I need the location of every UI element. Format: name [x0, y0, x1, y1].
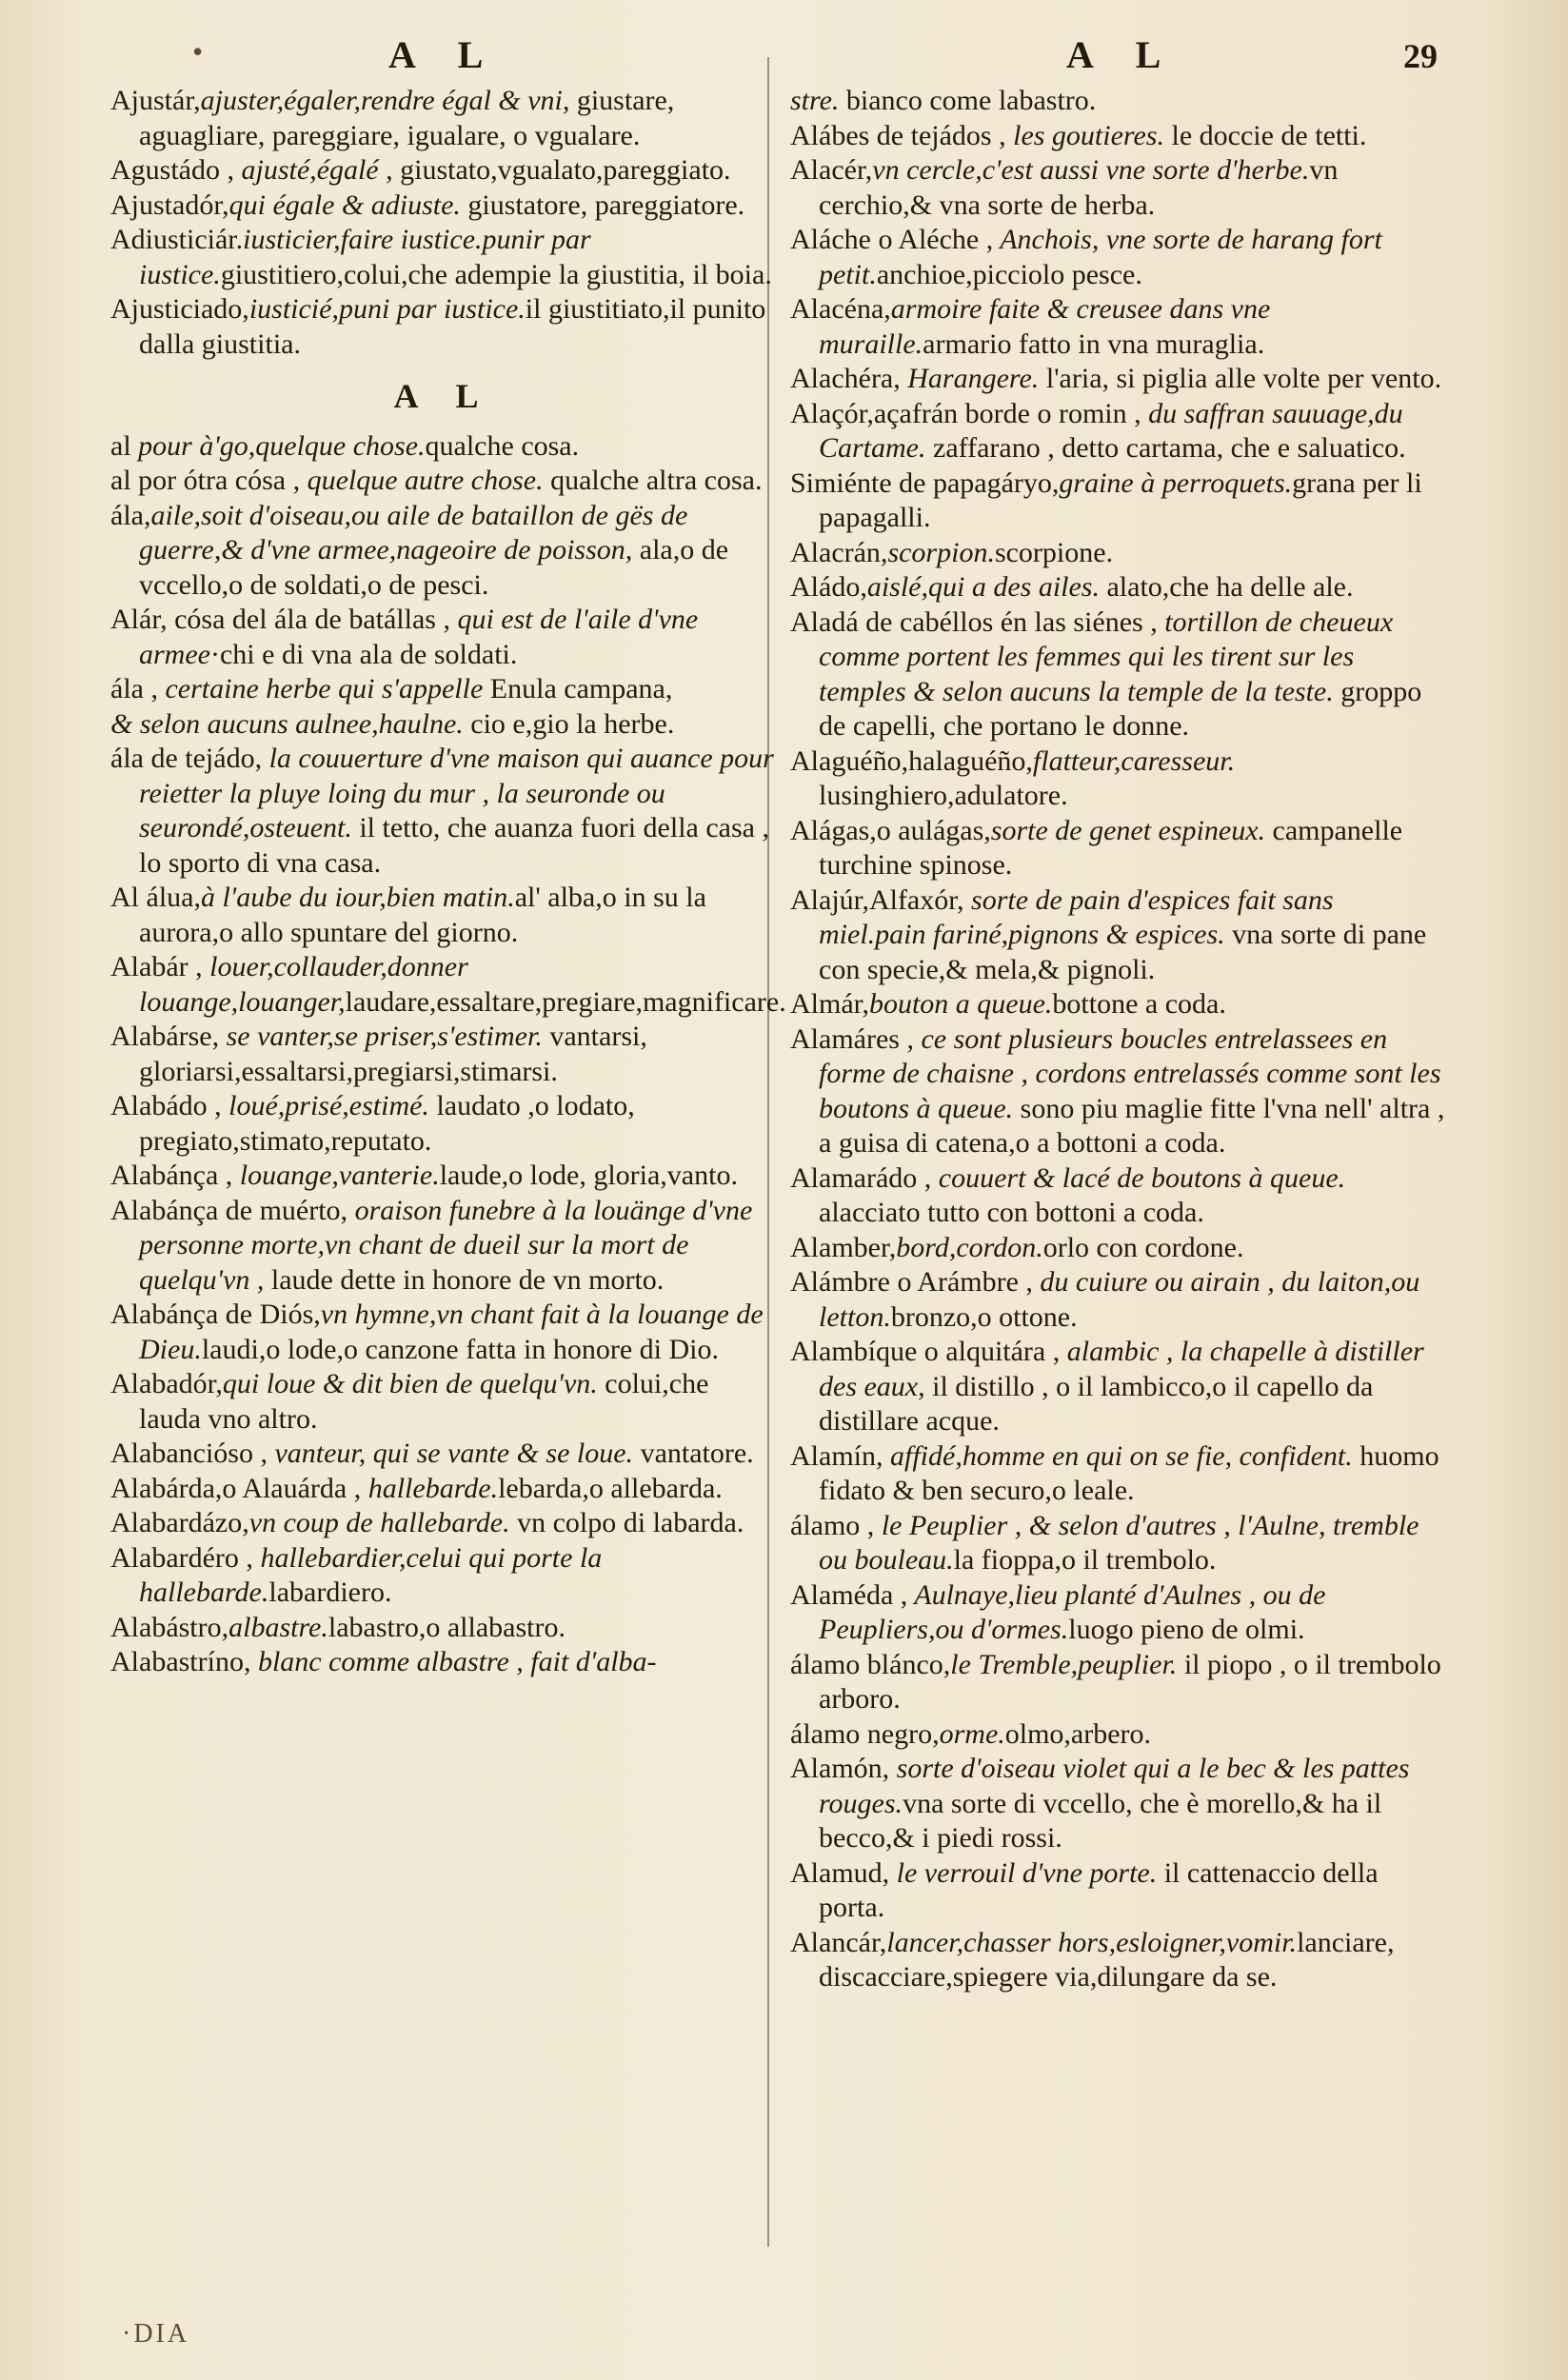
french-gloss: hallebardier,celui qui porte la hallebarde.	[139, 1541, 603, 1608]
headword: Al álua,	[110, 882, 201, 913]
french-gloss: du cuiure ou airain , du laiton,ou letton.	[819, 1266, 1420, 1333]
headword: Alabastríno,	[110, 1646, 251, 1677]
headword: Alabár ,	[110, 951, 203, 982]
running-head-left: A L	[388, 33, 501, 76]
dictionary-entry	[110, 1437, 777, 1472]
french-gloss: vanteur, qui se vante & se loue.	[267, 1438, 634, 1469]
french-gloss: louange,vanterie.	[232, 1160, 440, 1191]
italian-gloss: anchioe,picciolo pesce.	[876, 258, 1142, 290]
french-gloss: qui égale & adiuste.	[228, 188, 461, 221]
french-gloss: le verrouil d'vne porte.	[889, 1856, 1158, 1889]
headword: al por ótra cósa ,	[110, 465, 301, 496]
dictionary-entry	[790, 1265, 1447, 1335]
signature-mark: ·DIA	[122, 2319, 190, 2349]
italian-gloss: cio e,gio la herbe.	[463, 707, 675, 740]
french-gloss: qui est de l'aile d'vne armee	[139, 604, 699, 670]
french-gloss: flatteur,caresseur.	[1032, 744, 1236, 777]
dictionary-entry	[110, 499, 777, 604]
french-gloss: oraison funebre à la louänge d'vne personne morte,vn chant de dueil sur la mort de quelqu'vn ,	[139, 1194, 753, 1296]
french-gloss: les goutieres.	[1005, 119, 1164, 151]
dictionary-entry	[110, 84, 777, 153]
dictionary-entry	[110, 1645, 777, 1680]
headword: Alábes de tejádos ,	[790, 119, 1006, 151]
headword: Alabánça ,	[110, 1160, 233, 1191]
headword: Alabardázo,	[110, 1507, 249, 1538]
headword: Almár,	[790, 988, 869, 1020]
italian-gloss: zaffarano , detto cartama, che e saluatico.	[925, 432, 1406, 464]
italian-gloss: giustatore, pareggiatore.	[460, 188, 745, 221]
french-gloss: orme.	[939, 1717, 1005, 1750]
french-gloss: hallebarde.	[361, 1472, 499, 1504]
italian-gloss: olmo,arbero.	[1004, 1717, 1152, 1750]
dictionary-entry	[790, 814, 1447, 883]
dictionary-entry	[110, 292, 777, 362]
italian-gloss: laude,o lode, gloria,vanto.	[439, 1160, 738, 1191]
french-gloss: stre.	[790, 85, 840, 116]
headword: Agustádo ,	[110, 154, 234, 186]
headword: ála,	[110, 499, 151, 531]
italian-gloss: laudare,essaltare,pregiare,magnificare.	[345, 985, 786, 1018]
french-gloss: la couuerture d'vne maison qui auance pour reietter la pluye loing du mur , la seuronde ou seurondé,osteuent.	[139, 743, 774, 843]
italian-gloss: colui,che lauda vno altro.	[139, 1368, 709, 1435]
dictionary-entry	[790, 987, 1447, 1022]
french-gloss: & selon aucuns aulnee,haulne.	[110, 707, 464, 740]
dictionary-entry	[110, 881, 777, 950]
french-gloss: se vanter,se priser,s'estimer.	[219, 1021, 543, 1052]
headword: Alacér,	[790, 154, 873, 186]
dictionary-entry	[790, 292, 1447, 362]
dictionary-entry	[110, 1541, 777, 1611]
dictionary-entry	[790, 570, 1447, 605]
dictionary-entry	[790, 84, 1447, 119]
french-gloss: sorte de pain d'espices fait sans miel.pain fariné,pignons & espices.	[819, 883, 1334, 950]
dictionary-entry	[790, 536, 1447, 571]
italian-gloss: vantatore.	[633, 1438, 754, 1469]
italian-gloss: grana per li papagalli.	[819, 466, 1422, 533]
french-gloss: iusticié,puni par iustice.	[248, 293, 526, 325]
italian-gloss: groppo de capelli, che portano le donne.	[819, 675, 1422, 742]
french-gloss: bouton a queue.	[868, 988, 1053, 1020]
italian-gloss: il cattenaccio della porta.	[819, 1856, 1379, 1923]
italian-gloss: vn cerchio,& vna sorte de herba.	[819, 154, 1339, 221]
italian-gloss: alacciato tutto con bottoni a coda.	[819, 1197, 1204, 1228]
italian-gloss: giustato,vgualato,pareggiato.	[392, 154, 731, 186]
ink-dot: •	[192, 34, 204, 69]
dictionary-entry	[110, 464, 777, 499]
italian-gloss: luogo pieno de olmi.	[1068, 1614, 1305, 1645]
headword: Alágas,o aulágas,	[790, 814, 991, 846]
headword: Alancár,	[790, 1926, 887, 1958]
dictionary-entry	[790, 153, 1447, 223]
italian-gloss: la fioppa,o il trembolo.	[953, 1544, 1217, 1576]
dictionary-entry	[790, 466, 1447, 536]
dictionary-entry	[790, 1335, 1447, 1439]
french-gloss: loué,prisé,estimé.	[221, 1090, 429, 1121]
headword: Alabádo ,	[110, 1090, 222, 1121]
french-gloss: à l'aube du iour,bien matin.	[200, 882, 515, 913]
italian-gloss: giustitiero,colui,che adempie la giustitia, il boia.	[220, 258, 772, 290]
dictionary-entry	[110, 672, 777, 707]
left-entries-b	[110, 429, 786, 1680]
french-gloss: tortillon de cheueux comme portent les femmes qui les tirent sur les temples & selon aucuns la temple de la teste.	[819, 605, 1394, 707]
dictionary-entry	[110, 1506, 777, 1541]
italian-gloss: qualche altra cosa.	[543, 465, 763, 496]
headword: Alámbre o Arámbre ,	[790, 1266, 1033, 1298]
running-head-right: A L	[1066, 33, 1179, 76]
dictionary-entry	[110, 742, 777, 881]
headword: Alambíque o alquitára ,	[790, 1336, 1061, 1367]
italian-gloss: vn colpo di labarda.	[509, 1507, 744, 1538]
headword: Alacéna,	[790, 293, 891, 325]
french-gloss: louer,collauder,donner louange,louanger,	[139, 951, 468, 1018]
dictionary-entry	[790, 1439, 1447, 1509]
italian-gloss: ·chi e di vna ala de soldati.	[209, 638, 518, 670]
italian-gloss: vna sorte di pane con specie,& mela,& pignoli.	[819, 919, 1427, 985]
right-column	[790, 84, 1447, 1995]
french-gloss: scorpion.	[887, 536, 995, 568]
french-gloss: alambic , la chapelle à distiller des eaux,	[819, 1336, 1424, 1402]
dictionary-entry	[790, 1022, 1447, 1161]
headword: Alabancióso ,	[110, 1438, 268, 1469]
headword: Alabánça de Diós,	[110, 1299, 321, 1330]
dictionary-entry	[110, 1298, 777, 1367]
french-gloss: qui loue & dit bien de quelqu'vn.	[222, 1368, 598, 1399]
french-gloss: aile,soit d'oiseau,ou aile de bataillon de gës de guerre,& d'vne armee,nageoire de poisson,	[139, 499, 688, 565]
dictionary-entry	[110, 1089, 777, 1159]
italian-gloss: sono piu maglie fitte l'vna nell' altra , a guisa di catena,o a bottoni a coda.	[819, 1092, 1445, 1159]
french-gloss: quelque autre chose.	[300, 465, 544, 496]
french-gloss: aislé,qui a des ailes.	[866, 571, 1100, 603]
french-gloss: graine à perroquets.	[1059, 466, 1293, 499]
italian-gloss: il tetto, che auanza fuori della casa , lo sporto di vna casa.	[139, 812, 769, 879]
headword: Alachéra,	[790, 363, 908, 394]
headword: Alamáres ,	[790, 1022, 914, 1055]
dictionary-entry	[790, 397, 1447, 466]
french-gloss: ajusté,égalé ,	[234, 154, 393, 186]
headword: Alamud,	[790, 1856, 890, 1889]
left-entries-a	[110, 84, 777, 362]
italian-gloss: al' alba,o in su la aurora,o allo spuntare del giorno.	[139, 882, 706, 948]
headword: Simiénte de papagáryo,	[790, 466, 1060, 499]
french-gloss: armoire faite & creusee dans vne muraille.	[819, 293, 1271, 360]
italian-gloss: lanciare, discacciare,spiegere via,dilungare da se.	[819, 1926, 1395, 1993]
headword: Ajusticiado,	[110, 293, 249, 325]
italian-gloss: alato,che ha delle ale.	[1099, 571, 1354, 603]
dictionary-entry	[790, 605, 1447, 744]
headword: al	[110, 429, 139, 462]
right-entries	[790, 84, 1447, 1995]
headword: Alabástro,	[110, 1611, 229, 1643]
left-column	[110, 84, 786, 1680]
italian-gloss: l'aria, si piglia alle volte per vento.	[1039, 363, 1442, 394]
dictionary-entry	[790, 1231, 1447, 1266]
dictionary-entry	[110, 950, 786, 1020]
italian-gloss: il piopo , o il trembolo arboro.	[819, 1648, 1441, 1715]
french-gloss: le Peuplier , & selon d'autres , l'Aulne, tremble ou bouleau.	[819, 1509, 1419, 1576]
french-gloss: ajuster,égaler,rendre égal & vni,	[200, 85, 570, 116]
headword: Alaçór,açafrán borde o romin ,	[790, 397, 1141, 429]
french-gloss: Harangere.	[907, 363, 1040, 394]
italian-gloss: lebarda,o allebarda.	[498, 1472, 723, 1504]
headword: ála de tejádo,	[110, 743, 263, 774]
dictionary-entry	[110, 1194, 777, 1299]
french-gloss: albastre.	[228, 1611, 328, 1643]
dictionary-entry	[790, 744, 1447, 814]
page-number: 29	[1403, 37, 1438, 75]
italian-gloss: laudato ,o lodato, pregiato,stimato,reputato.	[139, 1090, 635, 1157]
dictionary-entry	[790, 1509, 1447, 1578]
french-gloss: vn hymne,vn chant fait à la louange de Dieu.	[139, 1299, 764, 1365]
dictionary-entry	[110, 1159, 777, 1194]
french-gloss: sorte de genet espineux.	[990, 814, 1266, 846]
dictionary-entry	[110, 1472, 777, 1507]
dictionary-entry	[110, 1367, 777, 1437]
headword: Alár, cósa del ála de batállas ,	[110, 604, 450, 635]
french-gloss: iusticier,faire iustice.punir par iustice.	[139, 224, 591, 290]
italian-gloss: vna sorte di vccello, che è morello,& ha il becco,& i piedi rossi.	[819, 1787, 1382, 1854]
headword: Ajustár,	[110, 85, 201, 116]
italian-gloss: lusinghiero,adulatore.	[819, 780, 1068, 811]
dictionary-entry	[790, 119, 1447, 154]
headword: Alabadór,	[110, 1368, 223, 1399]
dictionary-entry	[110, 153, 777, 188]
italian-gloss: armario fatto in vna muraglia.	[923, 327, 1265, 360]
french-gloss: bord,cordon.	[896, 1231, 1043, 1263]
headword: álamo negro,	[790, 1717, 940, 1750]
headword: ála ,	[110, 673, 158, 704]
dictionary-entry	[110, 603, 777, 672]
headword: Ajustadór,	[110, 188, 229, 221]
headword: Aládo,	[790, 571, 867, 603]
italian-gloss: laudi,o lode,o canzone fatta in honore di Dio.	[201, 1333, 719, 1365]
headword: Alamarádo ,	[790, 1161, 932, 1194]
french-gloss: affidé,homme en qui on se fie, confident.	[883, 1439, 1353, 1472]
italian-gloss: qualche cosa.	[425, 429, 580, 462]
headword: Alamber,	[790, 1231, 897, 1263]
headword: Aláche o Aléche ,	[790, 224, 994, 255]
italian-gloss: labastro,o allabastro.	[327, 1611, 566, 1643]
dictionary-entry	[110, 223, 777, 292]
italian-gloss: vantarsi, gloriarsi,essaltarsi,pregiarsi,stimarsi.	[139, 1021, 647, 1087]
french-gloss: vn coup de hallebarde.	[248, 1507, 510, 1538]
dictionary-entry	[790, 1161, 1447, 1231]
french-gloss: du saffran sauuage,du Cartame.	[819, 397, 1403, 464]
french-gloss: vn cercle,c'est aussi vne sorte d'herbe.	[872, 154, 1310, 186]
italian-gloss: ala,o de vccello,o de soldati,o de pesci.	[139, 534, 729, 601]
italian-gloss: huomo fidato & ben securo,o leale.	[819, 1439, 1439, 1506]
dictionary-entry	[110, 429, 777, 465]
italian-gloss: scorpione.	[994, 536, 1114, 568]
dictionary-entry	[790, 883, 1447, 988]
italian-gloss: orlo con cordone.	[1042, 1231, 1244, 1263]
dictionary-entry	[790, 1926, 1447, 1995]
french-gloss: pour à'go,quelque chose.	[138, 429, 426, 462]
headword: Adiusticiár.	[110, 224, 244, 255]
section-heading: A L	[393, 377, 494, 415]
french-gloss: ce sont plusieurs boucles entrelassees en forme de chaisne , cordons entrelassés comme sont les boutons à queue.	[819, 1022, 1441, 1124]
french-gloss: certaine herbe qui s'appelle	[157, 673, 484, 704]
italian-gloss: labardiero.	[268, 1577, 392, 1608]
headword: Alaméda ,	[790, 1578, 908, 1611]
italian-gloss: giustare, aguagliare, pareggiare, igualare, o vgualare.	[139, 85, 675, 151]
headword: Alabárda,o Alauárda ,	[110, 1472, 362, 1504]
dictionary-entry	[110, 1611, 777, 1646]
dictionary-entry	[790, 1648, 1447, 1717]
italian-gloss: bronzo,o ottone.	[890, 1300, 1078, 1333]
headword: álamo ,	[790, 1509, 875, 1541]
headword: Alaguéño,halaguéño,	[790, 744, 1033, 777]
french-gloss: le Tremble,peuplier.	[950, 1648, 1178, 1680]
italian-gloss: Enula campana,	[483, 673, 673, 704]
italian-gloss: il giustitiato,il punito dalla giustitia.	[139, 293, 766, 360]
headword: Alacrán,	[790, 536, 888, 568]
headword: Alamón,	[790, 1753, 890, 1784]
french-gloss: blanc comme albastre , fait d'alba-	[250, 1646, 657, 1677]
headword: Alabánça de muérto,	[110, 1194, 348, 1226]
headword: Alabárse,	[110, 1021, 220, 1052]
headword: Alajúr,Alfaxór,	[790, 883, 964, 916]
french-gloss: sorte d'oiseau violet qui a le bec & les pattes rouges.	[819, 1753, 1410, 1819]
dictionary-entry	[790, 362, 1447, 397]
headword: Alabardéro ,	[110, 1541, 253, 1574]
dictionary-entry	[790, 1717, 1447, 1753]
headword: Aladá de cabéllos én las siénes ,	[790, 605, 1158, 638]
french-gloss: couuert & lacé de boutons à queue.	[931, 1161, 1346, 1194]
italian-gloss: il distillo , o il lambicco,o il capello da distillare acque.	[819, 1370, 1374, 1437]
dictionary-entry	[790, 1752, 1447, 1856]
french-gloss: Anchois, vne sorte de harang fort petit.	[819, 224, 1382, 290]
french-gloss: Aulnaye,lieu planté d'Aulnes , ou de Peupliers,ou d'ormes.	[819, 1578, 1326, 1645]
italian-gloss: laude dette in honore de vn morto.	[264, 1263, 665, 1296]
dictionary-entry	[110, 188, 777, 224]
italian-gloss: campanelle turchine spinose.	[819, 814, 1403, 881]
dictionary-entry	[790, 1578, 1447, 1648]
french-gloss: lancer,chasser hors,esloigner,vomir.	[886, 1926, 1298, 1958]
dictionary-entry	[110, 1020, 777, 1089]
headword: álamo blánco,	[790, 1648, 951, 1680]
dictionary-entry	[790, 1856, 1447, 1926]
dictionary-entry	[790, 223, 1447, 292]
headword: Alamín,	[790, 1439, 883, 1472]
italian-gloss: bianco come labastro.	[839, 85, 1097, 116]
dictionary-entry	[110, 707, 777, 743]
italian-gloss: bottone a coda.	[1052, 988, 1226, 1020]
italian-gloss: le doccie de tetti.	[1163, 119, 1367, 151]
